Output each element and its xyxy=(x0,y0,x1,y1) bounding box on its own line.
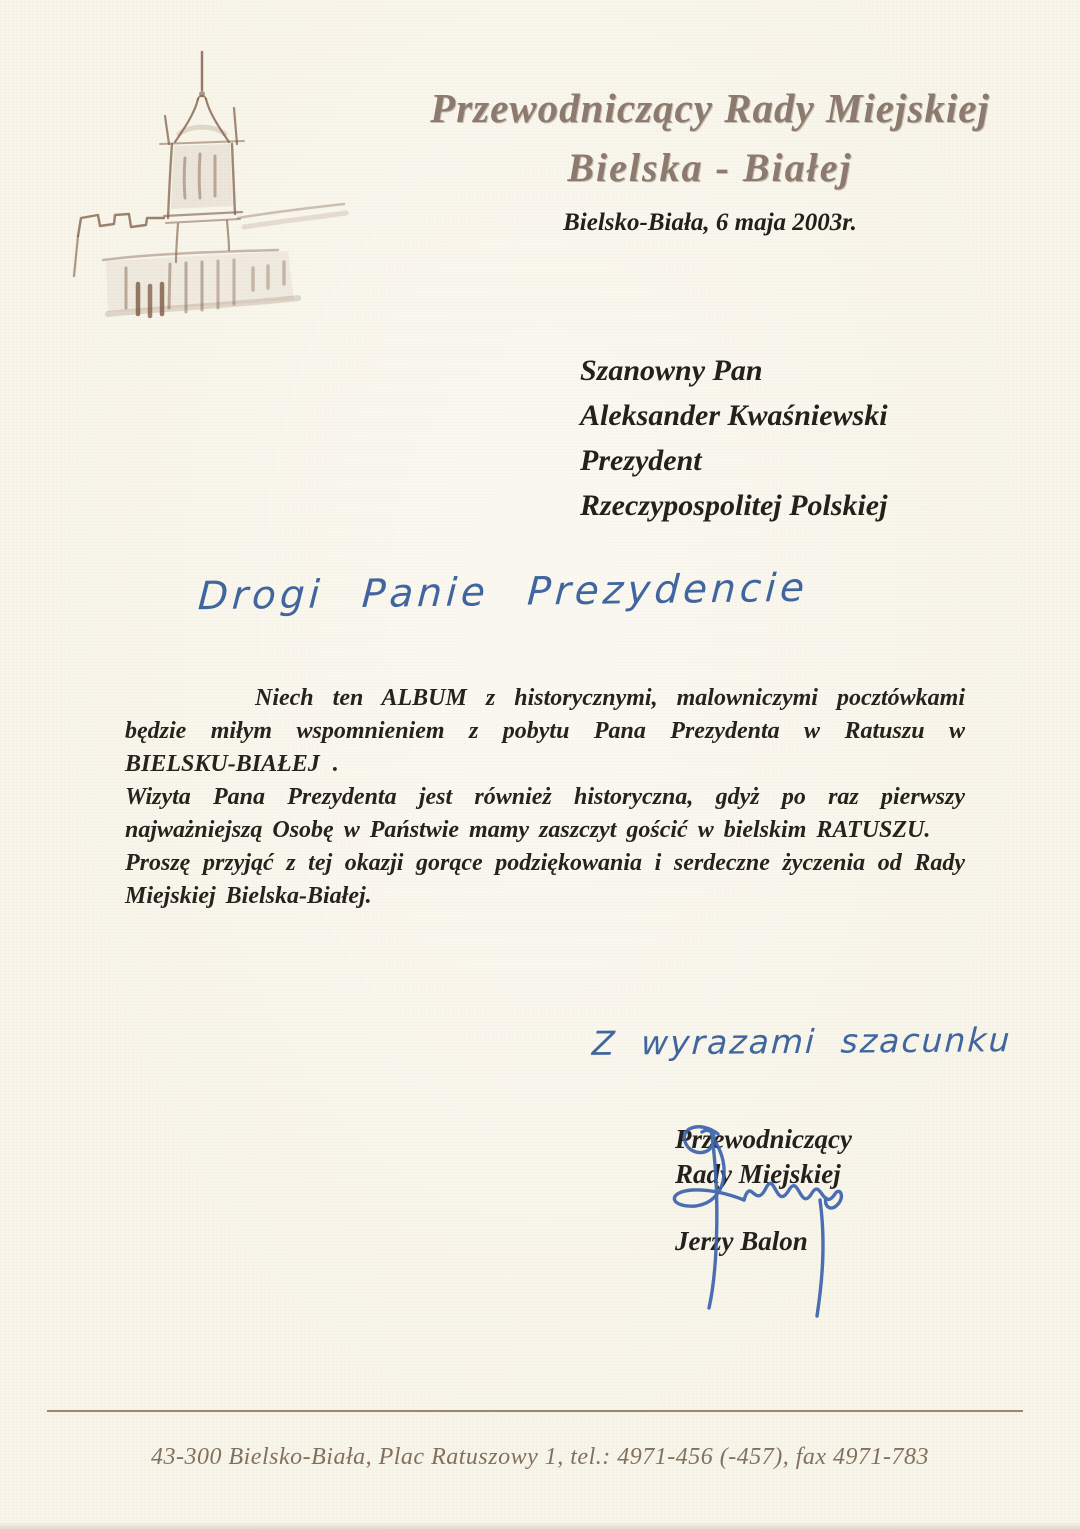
town-hall-sketch-image xyxy=(48,46,353,331)
signer-title-line1: Przewodniczący xyxy=(675,1124,852,1154)
handwritten-greeting: Drogi Panie Prezydencie xyxy=(196,565,810,620)
handwritten-closing: Z wyrazami szacunku xyxy=(591,1020,1013,1063)
letterhead-title-line1: Przewodniczący Rady Miejskiej xyxy=(430,85,990,131)
signer-title-line2: Rady Miejskiej xyxy=(675,1159,841,1189)
letterhead xyxy=(392,84,1028,237)
dateline: Bielsko-Biała, 6 maja 2003r. xyxy=(563,209,857,236)
footer-rule xyxy=(47,1410,1023,1412)
body-paragraph-1: Niech ten ALBUM z historycznymi, malowniczymi pocztówkami będzie miłym wspomnieniem z pobytu Pana Prezydenta w Ratuszu w BIELSKU-BIAŁEJ . xyxy=(125,685,965,777)
footer-address: 43-300 Bielsko-Biała, Plac Ratuszowy 1, tel.: 4971-456 (-457), fax 4971-783 xyxy=(150,1444,930,1470)
letter-body xyxy=(125,682,965,913)
ink-signature-image xyxy=(648,1118,873,1333)
recipient-line-1: Szanowny Pan xyxy=(580,354,763,387)
recipient-line-3: Prezydent xyxy=(580,444,702,477)
recipient-line-4: Rzeczypospolitej Polskiej xyxy=(580,489,888,522)
recipient-block xyxy=(580,348,888,528)
body-paragraph-2: Wizyta Pana Prezydenta jest również historyczna, gdyż po raz pierwszy najważniejszą Osobę w Państwie mamy zaszczyt gościć w bielskim RATUSZU. xyxy=(125,784,965,843)
signer-name: Jerzy Balon xyxy=(675,1226,808,1256)
body-paragraph-3: Proszę przyjąć z tej okazji gorące podziękowania i serdeczne życzenia od Rady Miejskiej Bielska-Białej. xyxy=(125,850,965,909)
letterhead-title-line2: Bielska - Białej xyxy=(567,145,853,190)
recipient-line-2: Aleksander Kwaśniewski xyxy=(580,399,888,432)
